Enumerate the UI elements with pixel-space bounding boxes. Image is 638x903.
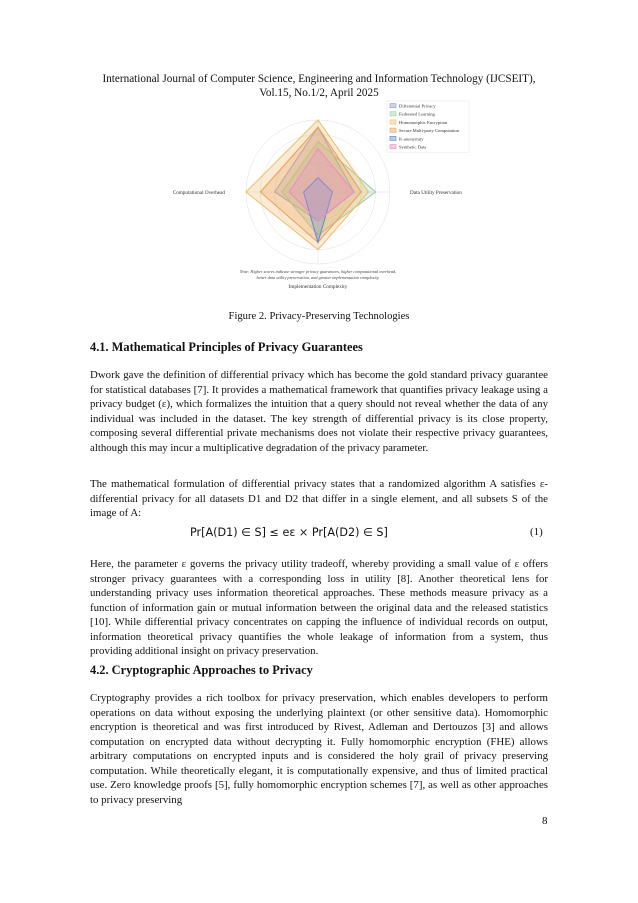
- section-title-4-2: 4.2. Cryptographic Approaches to Privacy: [90, 663, 313, 677]
- legend-swatch: [390, 120, 396, 124]
- legend-label: Differential Privacy: [399, 103, 436, 109]
- legend-swatch: [390, 112, 396, 116]
- chart-note-line1: Note: Higher scores indicate stronger privacy guarantees, higher computational overhead,: [239, 269, 397, 274]
- paragraph-cryptography: Cryptography provides a rich toolbox for privacy preservation, which enables developers to perform operations on data without exposing the underlying plaintext (or other sensitive data). Homomorphic encryption is theoretical and was first introduced by Rivest, Adleman and Dertouzos [3] and allows computation on encrypted data without decrypting it. Fully homomorphic encryption (FHE) allows arbitrary computations on encrypted inputs and is considered the holy grail of privacy preserving computation. While theoretically elegant, it is computationally expensive, and thus of limited practical use. Zero knowledge proofs [5], fully homomorphic encryption schemes [7], as well as other approaches to privacy preserving: [90, 692, 548, 806]
- legend-swatch: [390, 128, 396, 132]
- journal-header: [0, 72, 638, 100]
- radar-series-group: [246, 120, 376, 250]
- legend-label: Secure Multi-party Computation: [399, 128, 459, 134]
- legend-swatch: [390, 145, 396, 149]
- journal-header-line2: Vol.15, No.1/2, April 2025: [259, 87, 379, 99]
- paragraph-dwork: Dwork gave the definition of differential privacy which has become the gold standard privacy guarantee for statistical databases [7]. It provides a mathematical framework that quantifies privacy leakage using a privacy budget (ε), which formalizes the intuition that a query should not reveal whether the data of any individual was included in the dataset. The key strength of differential privacy is its close property, composing several differential private mechanisms does not violate their respective privacy guarantees, although this may incur a multiplicative degradation of the privacy parameter.: [90, 369, 548, 454]
- legend-swatch: [390, 136, 396, 140]
- page-number: 8: [542, 815, 548, 827]
- radar-chart: [140, 100, 500, 305]
- radar-legend: [387, 101, 469, 152]
- paragraph-tradeoff: Here, the parameter ε governs the privacy utility tradeoff, whereby providing a small value of ε offers stronger privacy guarantees with a corresponding loss in utility [8]. Another theoretical lens for understanding privacy uses information theoretical approaches. These methods measure privacy as a function of information gain or mutual information between the original data and the released statistics [10]. While differential privacy concentrates on capping the influence of individual records on output, information theoretical privacy quantifies the whole leakage of information from a system, thus providing additional insight on privacy preservation.: [90, 558, 548, 657]
- legend-label: Homomorphic Encryption: [399, 119, 448, 125]
- axis-label-computational-overhead: Computational Overhead: [172, 190, 225, 196]
- figure-caption: Figure 2. Privacy-Preserving Technologies: [228, 311, 410, 322]
- legend-swatch: [390, 104, 396, 108]
- section-title-4-1: 4.1. Mathematical Principles of Privacy Guarantees: [90, 340, 363, 354]
- journal-header-line1: International Journal of Computer Science, Engineering and Information Technology (IJCSEIT),: [102, 73, 536, 85]
- axis-label-implementation-complexity: Implementation Complexity: [288, 284, 348, 290]
- equation-number: (1): [530, 526, 543, 538]
- paragraph-formulation: The mathematical formulation of differential privacy states that a randomized algorithm A satisfies ε-differential privacy for all datasets D1 and D2 that differ in a single element, and all subsets S of the image of A:: [90, 478, 548, 519]
- legend-label: Federated Learning: [399, 111, 435, 117]
- axis-label-data-utility: Data Utility Preservation: [410, 190, 462, 196]
- equation-dp: Pr[A(D1) ∈ S] ≤ eε × Pr[A(D2) ∈ S]: [190, 526, 388, 539]
- legend-label: K-anonymity: [399, 136, 424, 142]
- legend-label: Synthetic Data: [399, 144, 427, 150]
- chart-note-line2: better data utility preservation, and greater implementation complexity.: [256, 275, 380, 280]
